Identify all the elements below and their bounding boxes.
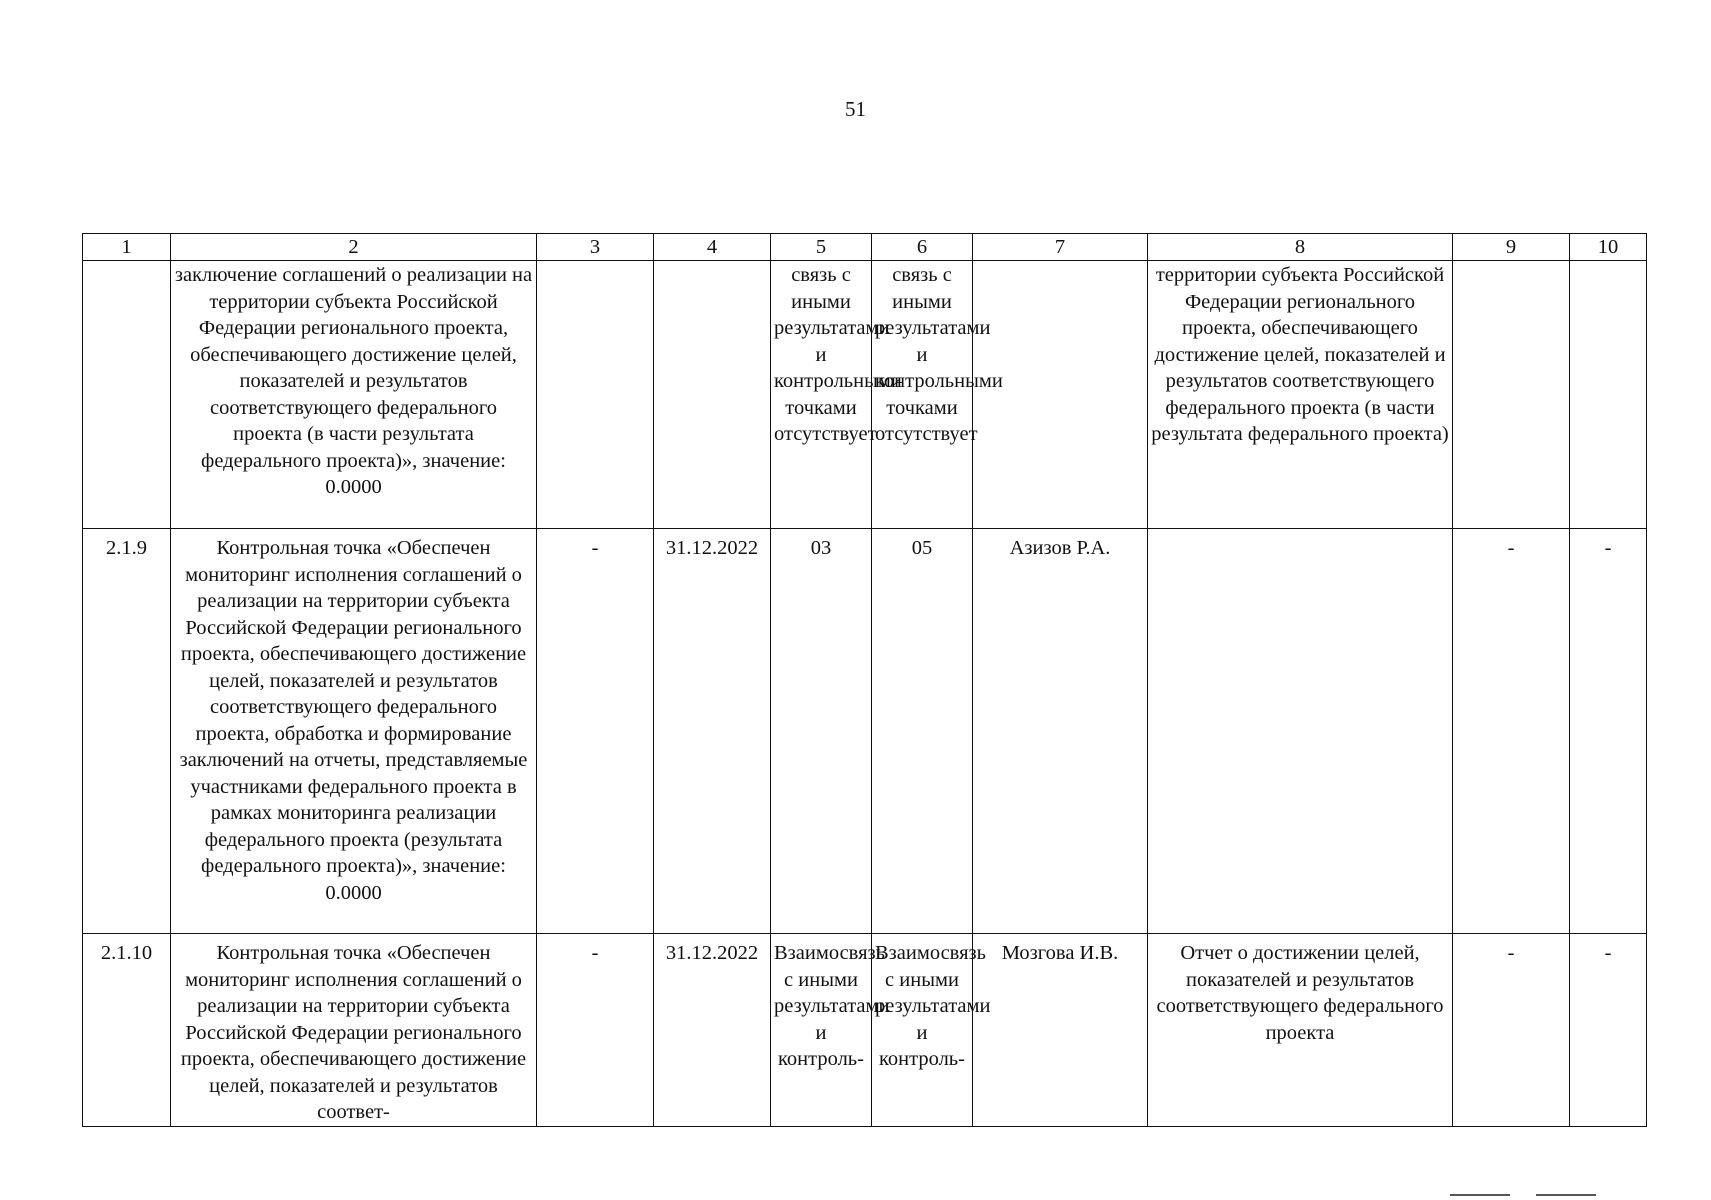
column-header: 9	[1453, 234, 1570, 261]
column-header: 2	[171, 234, 537, 261]
column-header: 5	[771, 234, 872, 261]
column-header: 1	[83, 234, 171, 261]
project-table	[82, 233, 1647, 1127]
responsible-cell	[973, 261, 1148, 529]
predecessor-cell: связь с иными результатами и контрольными точками отсутствует	[771, 261, 872, 529]
page-number: 51	[845, 97, 866, 121]
start-date-cell: -	[537, 529, 654, 934]
col10-cell: -	[1570, 934, 1647, 1127]
table-row	[83, 934, 1647, 1127]
end-date-cell: 31.12.2022	[654, 934, 771, 1127]
result-cell: территории субъекта Российской Федерации регионального проекта, обеспечивающего достижение целей, показателей и результатов соответствующего федерального проекта (в части результата федерального проекта)	[1148, 261, 1453, 529]
responsible-cell: Азизов Р.А.	[973, 529, 1148, 934]
col9-cell: -	[1453, 529, 1570, 934]
column-header: 7	[973, 234, 1148, 261]
column-number-row	[83, 234, 1647, 261]
start-date-cell: -	[537, 934, 654, 1127]
end-date-cell	[654, 261, 771, 529]
successor-cell: 05	[872, 529, 973, 934]
col10-cell: -	[1570, 529, 1647, 934]
column-header: 10	[1570, 234, 1647, 261]
scan-marks	[1450, 1194, 1620, 1196]
successor-cell: Взаимосвязь с иными результатами и контроль-	[872, 934, 973, 1127]
responsible-cell: Мозгова И.В.	[973, 934, 1148, 1127]
table-row	[83, 529, 1647, 934]
item-number-cell: 2.1.9	[83, 529, 171, 934]
column-header: 4	[654, 234, 771, 261]
start-date-cell	[537, 261, 654, 529]
column-header: 3	[537, 234, 654, 261]
column-header: 6	[872, 234, 973, 261]
result-cell	[1148, 529, 1453, 934]
predecessor-cell: Взаимосвязь с иными результатами и контроль-	[771, 934, 872, 1127]
table-row	[83, 261, 1647, 529]
col10-cell	[1570, 261, 1647, 529]
end-date-cell: 31.12.2022	[654, 529, 771, 934]
item-number-cell: 2.1.10	[83, 934, 171, 1127]
result-cell: Отчет о достижении целей, показателей и результатов соответствующего федерального проекта	[1148, 934, 1453, 1127]
item-number-cell	[83, 261, 171, 529]
predecessor-cell: 03	[771, 529, 872, 934]
item-name-cell: Контрольная точка «Обеспечен мониторинг исполнения соглашений о реализации на территории субъекта Российской Федерации регионального проекта, обеспечивающего достижение целей, показателей и результатов соответ-	[171, 934, 537, 1127]
column-header: 8	[1148, 234, 1453, 261]
item-name-cell: Контрольная точка «Обеспечен мониторинг исполнения соглашений о реализации на территории субъекта Российской Федерации регионального проекта, обеспечивающего достижение целей, показателей и результатов соответствующего федерального проекта, обработка и формирование заключений на отчеты, представляемые участниками федерального проекта в рамках мониторинга реализации федерального проекта (результата федерального проекта)», значение: 0.0000	[171, 529, 537, 934]
successor-cell: связь с иными результатами и контрольными точками отсутствует	[872, 261, 973, 529]
col9-cell	[1453, 261, 1570, 529]
col9-cell: -	[1453, 934, 1570, 1127]
item-name-cell: заключение соглашений о реализации на территории субъекта Российской Федерации регионального проекта, обеспечивающего достижение целей, показателей и результатов соответствующего федерального проекта (в части результата федерального проекта)», значение: 0.0000	[171, 261, 537, 529]
